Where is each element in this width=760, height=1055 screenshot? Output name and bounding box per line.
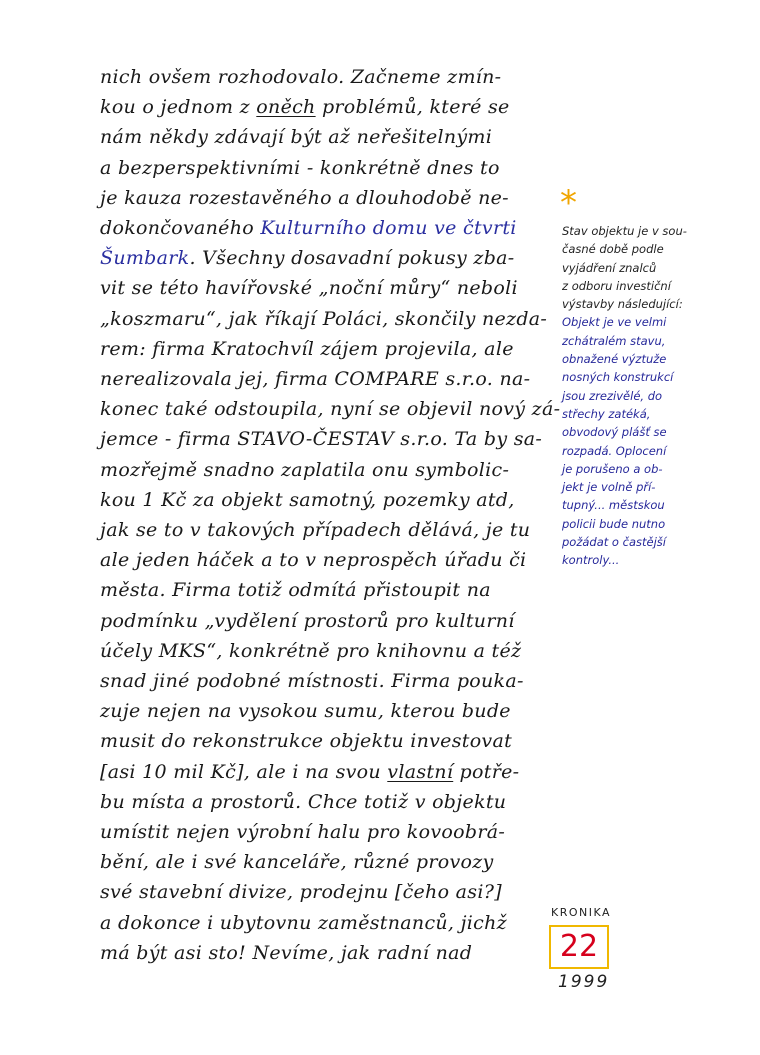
highlighted-phrase: Kulturního domu ve čtvrti (260, 217, 517, 240)
text-line: vit se této havířovské „noční můry“ neboli (100, 277, 518, 300)
page-number-badge (549, 925, 609, 969)
text-line: bu místa a prostorů. Chce totiž v objektu (100, 790, 507, 813)
side-note-line: jekt je volně pří- (562, 480, 656, 495)
side-note-line: obvodový plášť se (562, 425, 667, 440)
side-note-line: vyjádření znalců (562, 260, 657, 275)
text-line: nám někdy zdávají být až neřešitelnými (100, 126, 493, 149)
text-line: „koszmaru“, jak říkají Poláci, skončily nezda- (100, 307, 548, 330)
chronicle-year: 1999 (558, 972, 610, 992)
side-note-line: obnažené výztuže (562, 352, 667, 367)
text-line: podmínku „vydělení prostorů pro kulturní (100, 609, 515, 632)
side-note-line: zchátralém stavu, (562, 333, 666, 348)
text-line: jak se to v takových případech dělává, je tu (100, 519, 531, 542)
text-line (100, 92, 550, 122)
underlined-word: oněch (256, 96, 316, 119)
asterisk-icon: * (560, 183, 577, 223)
text-line: je kauza rozestavěného a dlouhodobě ne- (100, 186, 509, 209)
side-note (562, 222, 712, 570)
text-line: bění, ale i své kanceláře, různé provozy (100, 851, 494, 874)
side-note-line: požádat o častější (562, 535, 666, 550)
text-line: umístit nejen výrobní halu pro kovoobrá- (100, 821, 506, 844)
text-line-kulturni-dum: dokončovaného Kulturního domu ve čtvrti (100, 217, 517, 240)
side-note-line: jsou zrezivělé, do (562, 388, 663, 403)
text-line: své stavební divize, prodejnu [čeho asi?] (100, 881, 502, 904)
main-handwritten-text (100, 62, 561, 968)
text-line-sumbark: Šumbark. Všechny dosavadní pokusy zba- (100, 247, 515, 270)
text-line: rem: firma Kratochvíl zájem projevila, ale (100, 337, 514, 360)
side-note-line: z odboru investiční (562, 278, 671, 293)
text-line: zuje nejen na vysokou sumu, kterou bude (100, 700, 511, 723)
side-note-line: rozpadá. Oplocení (562, 443, 667, 458)
text-line: jemce - firma STAVO-ČESTAV s.r.o. Ta by sa- (100, 428, 543, 451)
text-line: nich ovšem rozhodovalo. Začneme zmín- (100, 66, 502, 88)
text-line: města. Firma totiž odmítá přistoupit na (100, 579, 491, 602)
side-note-line: kontroly... (562, 553, 620, 568)
side-note-line: tupný... městskou (562, 498, 665, 513)
text-line: kou 1 Kč za objekt samotný, pozemky atd, (100, 488, 515, 511)
side-note-detail (562, 313, 712, 569)
text-line: účely MKS“, konkrétně pro knihovnu a též (100, 639, 522, 662)
side-note-line: nosných konstrukcí (562, 370, 674, 385)
side-note-line: časné době podle (562, 242, 664, 257)
text-line: ale jeden háček a to v neprospěch úřadu či (100, 549, 527, 572)
text-line: nerealizovala jej, firma COMPARE s.r.o. na- (100, 368, 531, 391)
text-line: má být asi sto! Nevíme, jak radní nad (100, 941, 473, 964)
side-note-line: policii bude nutno (562, 516, 666, 531)
side-note-intro (562, 222, 712, 313)
text-line: a dokonce i ubytovnu zaměstnanců, jichž (100, 911, 507, 934)
text-line: musit do rekonstrukce objektu investovat (100, 730, 513, 753)
text-line: [asi 10 mil Kč], ale i na svou vlastní potře- (100, 760, 520, 783)
side-note-line: střechy zatéká, (562, 406, 651, 421)
text-line: a bezperspektivními - konkrétně dnes to (100, 156, 500, 179)
highlighted-phrase: Šumbark (100, 247, 190, 270)
chronicle-label: KRONIKA (551, 906, 612, 919)
text-line-content: kou o jednom z oněch problémů, které se (100, 96, 510, 119)
side-note-line: Stav objektu je v sou- (562, 224, 687, 238)
side-note-line: Objekt je ve velmi (562, 315, 667, 330)
page-number: 22 (559, 929, 599, 964)
text-line: konec také odstoupila, nyní se objevil nový zá- (100, 398, 561, 421)
side-note-line: výstavby následující: (562, 297, 683, 312)
text-line: mozřejmě snadno zaplatila onu symbolic- (100, 458, 510, 481)
side-note-line: je porušeno a ob- (562, 461, 663, 476)
underlined-word: vlastní (387, 760, 454, 783)
text-line: snad jiné podobné místnosti. Firma pouka- (100, 670, 524, 693)
